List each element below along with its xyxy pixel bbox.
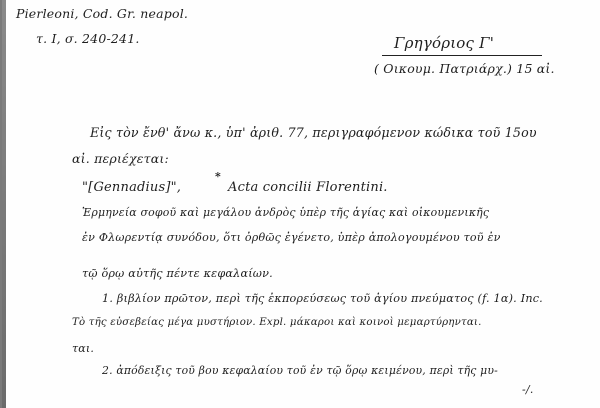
body-line-6: τῷ ὅρῳ αὐτῆς πέντε κεφαλαίων. bbox=[82, 267, 273, 280]
author-name: Γρηγόριος Γ' bbox=[394, 34, 495, 52]
continuation-mark: -/. bbox=[522, 383, 534, 396]
body-line-2: αἰ. περιέχεται: bbox=[72, 151, 169, 166]
author-underline bbox=[382, 55, 542, 56]
entry-title: Acta concilii Florentini. bbox=[228, 180, 388, 195]
body-line-9: ται. bbox=[72, 342, 95, 355]
asterisk-mark: * bbox=[215, 170, 221, 183]
source-line-1: Pierleoni, Cod. Gr. neapol. bbox=[16, 6, 189, 21]
source-line-2: τ. I, σ. 240-241. bbox=[36, 31, 140, 46]
card-left-edge bbox=[2, 0, 6, 408]
body-line-4: Ἑρμηνεία σοφοῦ καὶ μεγάλου ἀνδρὸς ὑπὲρ τῆς ἁγίας καὶ οἰκουμενικῆς bbox=[82, 206, 490, 219]
entry-prefix: "[Gennadius]", bbox=[82, 180, 182, 195]
author-note: ( Οικουμ. Πατριάρχ.) 15 αἰ. bbox=[374, 61, 555, 76]
body-line-1: Εἰς τὸν ἔνθ' ἄνω κ., ὑπ' ἀριθ. 77, περιγραφόμενον κώδικα τοῦ 15ου bbox=[90, 125, 537, 140]
body-line-5: ἐν Φλωρεντίᾳ συνόδου, ὅτι ὀρθῶς ἐγένετο, ὑπὲρ ἀπολογουμένου τοῦ ἐν bbox=[82, 231, 501, 244]
body-line-7: 1. βιβλίον πρῶτον, περὶ τῆς ἐκπορεύσεως τοῦ ἁγίου πνεύματος (f. 1α). Inc. bbox=[102, 292, 543, 305]
body-line-8: Τὸ τῆς εὐσεβείας μέγα μυστήριον. Expl. μάκαροι καὶ κοινοὶ μεμαρτύρηνται. bbox=[72, 317, 482, 328]
body-line-10: 2. ἀπόδειξις τοῦ βου κεφαλαίου τοῦ ἐν τῷ ὅρῳ κειμένου, περὶ τῆς μυ- bbox=[102, 364, 499, 377]
